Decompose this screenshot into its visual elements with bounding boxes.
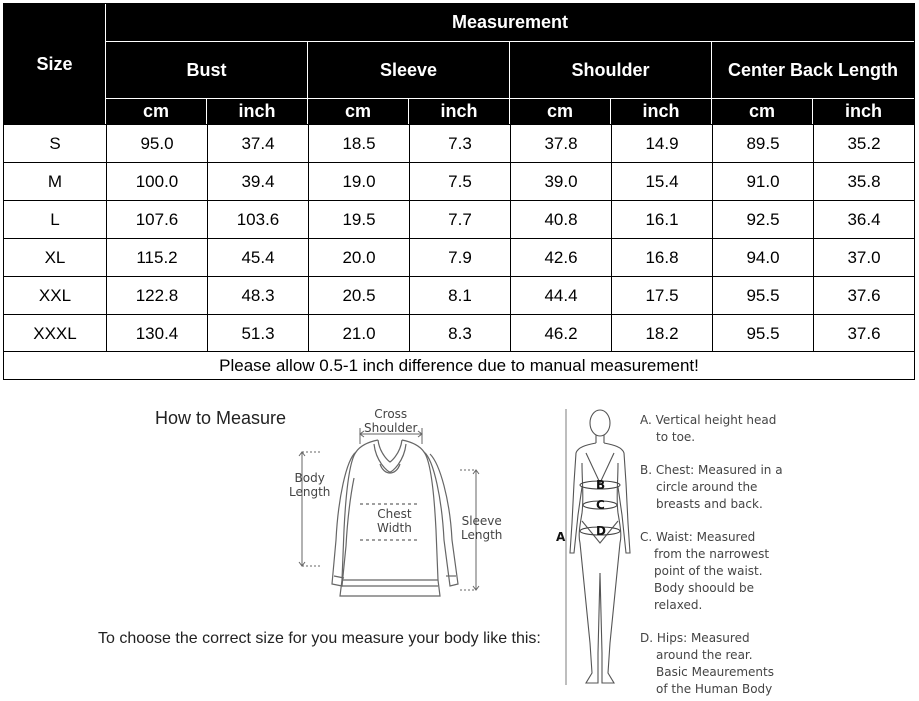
value-cell: 8.3 bbox=[409, 315, 510, 352]
unit-header: cm bbox=[510, 99, 610, 124]
value-cell: 37.6 bbox=[813, 277, 914, 314]
value-cell: 7.5 bbox=[409, 163, 510, 200]
legend-c: C. Waist: Measured from the narrowest point of the waist. Body shoould be relaxed. bbox=[640, 530, 770, 612]
how-to-measure-title: How to Measure bbox=[155, 408, 287, 428]
size-cell: XXL bbox=[38, 285, 72, 305]
value-cell: 37.6 bbox=[813, 315, 914, 352]
marker-c: C bbox=[596, 498, 605, 512]
size-cell: L bbox=[50, 209, 60, 229]
marker-d: D bbox=[596, 524, 606, 538]
size-cell: XL bbox=[44, 247, 66, 267]
value-cell: 8.1 bbox=[409, 277, 510, 314]
table-row bbox=[4, 200, 914, 238]
measurement-legend bbox=[640, 412, 783, 698]
value-cell: 48.3 bbox=[207, 277, 308, 314]
group-header-shoulder: Shoulder bbox=[510, 42, 711, 98]
value-cell: 18.5 bbox=[308, 125, 409, 162]
value-cell: 37.0 bbox=[813, 239, 914, 276]
value-cell: 95.5 bbox=[712, 315, 813, 352]
unit-header: inch bbox=[409, 99, 509, 124]
table-row bbox=[4, 238, 914, 276]
size-cell: S bbox=[49, 133, 61, 153]
size-cell: M bbox=[47, 171, 63, 191]
value-cell: 14.9 bbox=[611, 125, 712, 162]
value-cell: 35.8 bbox=[813, 163, 914, 200]
group-header-bust: Bust bbox=[106, 42, 307, 98]
value-cell: 95.0 bbox=[106, 125, 207, 162]
unit-header: cm bbox=[308, 99, 408, 124]
value-cell: 7.9 bbox=[409, 239, 510, 276]
value-cell: 20.5 bbox=[308, 277, 409, 314]
legend-a: A. Vertical height head to toe. bbox=[640, 413, 777, 444]
value-cell: 35.2 bbox=[813, 125, 914, 162]
unit-header: inch bbox=[813, 99, 914, 124]
unit-header: cm bbox=[106, 99, 206, 124]
group-header-center-back-length: Center Back Length bbox=[712, 42, 914, 98]
value-cell: 94.0 bbox=[712, 239, 813, 276]
value-cell: 7.7 bbox=[409, 201, 510, 238]
value-cell: 7.3 bbox=[409, 125, 510, 162]
value-cell: 39.4 bbox=[207, 163, 308, 200]
value-cell: 21.0 bbox=[308, 315, 409, 352]
value-cell: 37.8 bbox=[510, 125, 611, 162]
value-cell: 40.8 bbox=[510, 201, 611, 238]
table-row bbox=[4, 276, 914, 314]
value-cell: 115.2 bbox=[106, 239, 207, 276]
value-cell: 44.4 bbox=[510, 277, 611, 314]
value-cell: 18.2 bbox=[611, 315, 712, 352]
legend-d: D. Hips: Measured around the rear. Basic Meaurements of the Human Body bbox=[640, 631, 774, 696]
value-cell: 20.0 bbox=[308, 239, 409, 276]
size-chart-table bbox=[3, 3, 915, 380]
unit-header: inch bbox=[207, 99, 307, 124]
marker-a: A bbox=[556, 530, 566, 544]
value-cell: 36.4 bbox=[813, 201, 914, 238]
value-cell: 92.5 bbox=[712, 201, 813, 238]
unit-header: inch bbox=[611, 99, 711, 124]
choose-size-instruction: To choose the correct size for you measure your body like this: bbox=[98, 630, 541, 647]
value-cell: 19.0 bbox=[308, 163, 409, 200]
measurement-note: Please allow 0.5-1 inch difference due to manual measurement! bbox=[4, 351, 914, 380]
cross-shoulder-label: Cross Shoulder bbox=[364, 407, 418, 435]
value-cell: 107.6 bbox=[106, 201, 207, 238]
value-cell: 39.0 bbox=[510, 163, 611, 200]
value-cell: 51.3 bbox=[207, 315, 308, 352]
chest-width-label: Chest Width bbox=[377, 507, 412, 535]
measurement-header: Measurement bbox=[106, 4, 914, 41]
value-cell: 16.1 bbox=[611, 201, 712, 238]
value-cell: 89.5 bbox=[712, 125, 813, 162]
value-cell: 122.8 bbox=[106, 277, 207, 314]
value-cell: 103.6 bbox=[207, 201, 308, 238]
body-length-label: Body Length bbox=[289, 471, 331, 499]
size-cell: XXXL bbox=[33, 323, 77, 343]
value-cell: 16.8 bbox=[611, 239, 712, 276]
value-cell: 130.4 bbox=[106, 315, 207, 352]
value-cell: 15.4 bbox=[611, 163, 712, 200]
value-cell: 91.0 bbox=[712, 163, 813, 200]
value-cell: 45.4 bbox=[207, 239, 308, 276]
unit-header: cm bbox=[712, 99, 812, 124]
table-row bbox=[4, 124, 914, 162]
body-figure-diagram bbox=[556, 403, 640, 693]
value-cell: 19.5 bbox=[308, 201, 409, 238]
value-cell: 37.4 bbox=[207, 125, 308, 162]
group-header-sleeve: Sleeve bbox=[308, 42, 509, 98]
sleeve-length-label: Sleeve Length bbox=[461, 514, 503, 542]
value-cell: 100.0 bbox=[106, 163, 207, 200]
legend-b: B. Chest: Measured in a circle around the breasts and back. bbox=[640, 463, 783, 511]
table-row bbox=[4, 162, 914, 200]
value-cell: 95.5 bbox=[712, 277, 813, 314]
marker-b: B bbox=[596, 478, 606, 492]
value-cell: 46.2 bbox=[510, 315, 611, 352]
value-cell: 17.5 bbox=[611, 277, 712, 314]
table-row bbox=[4, 314, 914, 352]
value-cell: 42.6 bbox=[510, 239, 611, 276]
size-header: Size bbox=[4, 4, 105, 124]
